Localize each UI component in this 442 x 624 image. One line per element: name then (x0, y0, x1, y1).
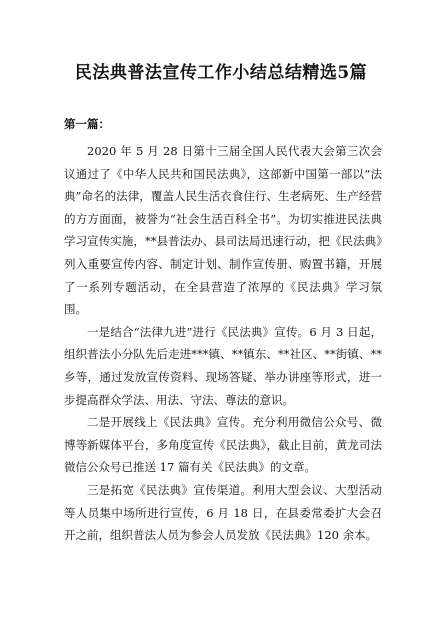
document-title: 民法典普法宣传工作小结总结精选5篇 (74, 63, 368, 83)
paragraph-3: 二是开展线上《民法典》宣传。充分利用微信公众号、微博等新媒体平台，多角度宣传《民法典》，截止目前，黄龙司法微信公众号已推送 17 篇有关《民法典》的文章。 (64, 415, 382, 475)
paragraph-1: 2020 年 5 月 28 日第十三届全国人民代表大会第三次会议通过了《中华人民共和国民法典》，这部新中国第一部以“法典”命名的法律，覆盖人民生活衣食住行、生老病死、生产经营的方方面面，被誉为“社会生活百科全书”。为切实推进民法典学习宣传实施，**县普法办、县司法局迅速行动，把《民法典》列入重要宣传内容、制定计划、制作宣传册、购置书籍，开展了一系列专题活动，在全县营造了浓厚的《民法典》学习氛围。 (64, 144, 382, 317)
paragraph-4: 三是拓宽《民法典》宣传渠道。利用大型会议、大型活动等人员集中场所进行宣传，6 月 18 日，在县委常委扩大会召开之前，组织普法人员为参会人员发放《民法典》120 余本。 (64, 482, 382, 543)
paragraph-2: 一是结合“法律九进”进行《民法典》宣传。6 月 3 日起，组织普法小分队先后走进***镇、**镇东、**社区、**街镇、**乡等，通过发放宣传资料、现场答疑、举办讲座等形式，进一步提高群众学法、用法、守法、尊法的意识。 (64, 324, 382, 407)
document-body (64, 140, 382, 547)
section-heading: 第一篇： (64, 117, 110, 131)
